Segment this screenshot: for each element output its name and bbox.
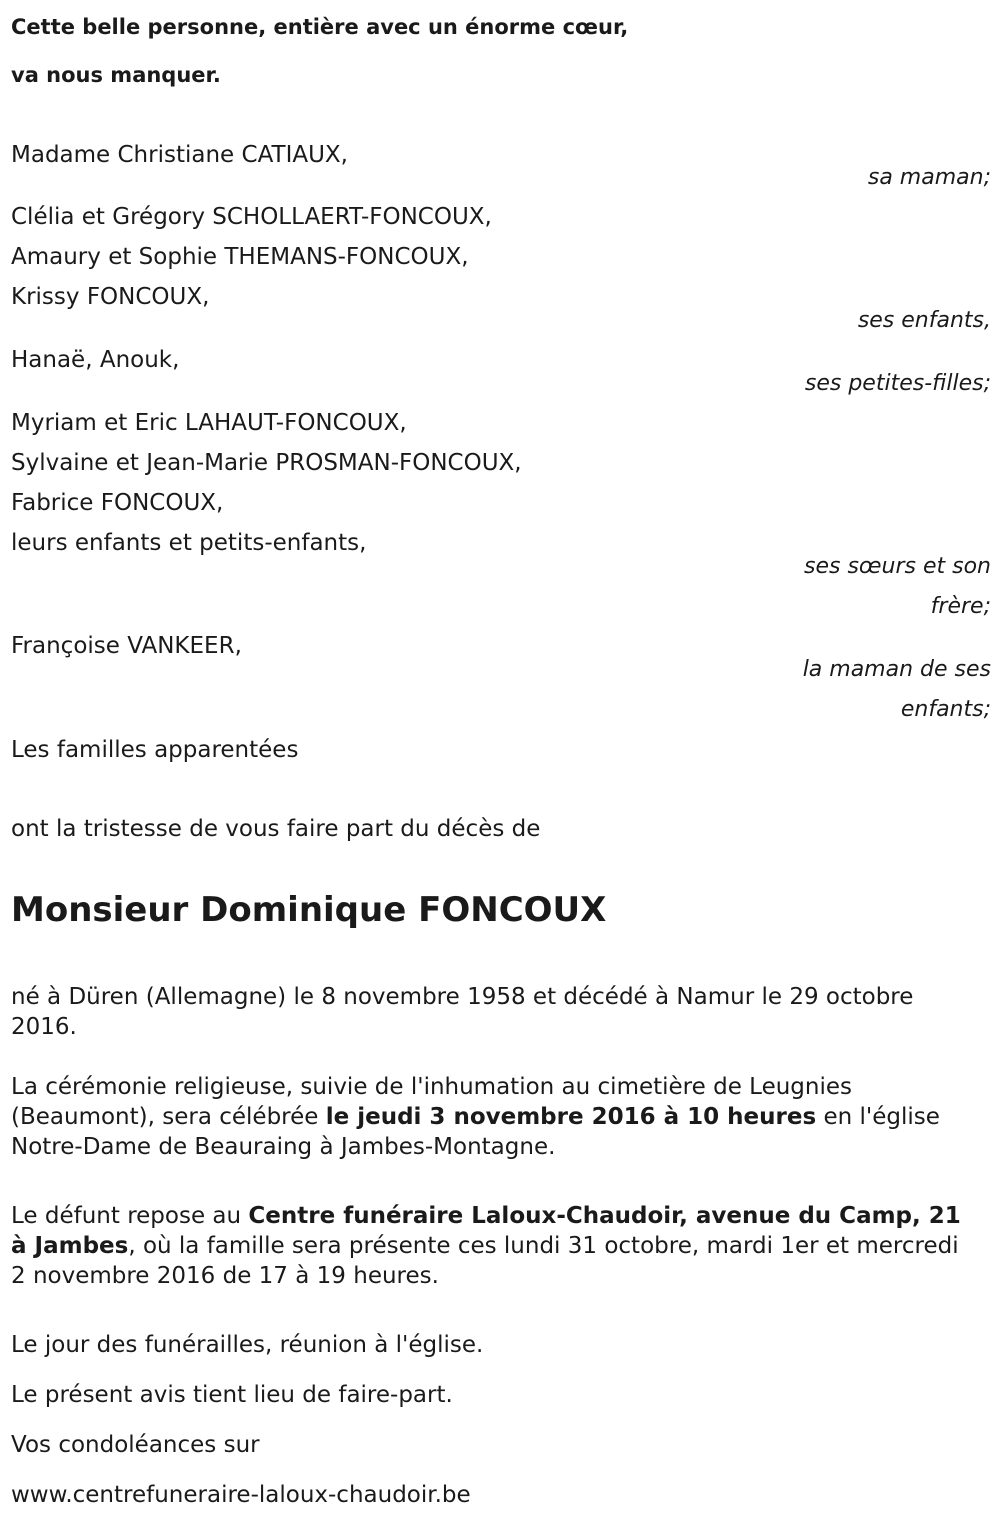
ceremony-date-time: le jeudi 3 novembre 2016 à 10 heures	[325, 1104, 817, 1130]
announcement-text: ont la tristesse de vous faire part du décès de	[11, 816, 541, 842]
birth-death-paragraph: né à Düren (Allemagne) le 8 novembre 1958 et décédé à Namur le 29 octobre 2016.	[11, 984, 914, 1040]
funeral-day-note: Le jour des funérailles, réunion à l'église.	[11, 1332, 484, 1358]
relation-siblings-line-1: ses sœurs et son	[804, 554, 991, 579]
family-child-2: Amaury et Sophie THEMANS-FONCOUX,	[11, 244, 469, 270]
relation-grandchildren: ses petites-filles;	[804, 371, 991, 396]
family-sibling-3: Fabrice FONCOUX,	[11, 490, 224, 516]
ceremony-text-after: en l'église Notre-Dame de Beauraing à Jambes-Montagne.	[11, 1104, 940, 1160]
intro-line-2: va nous manquer.	[11, 63, 221, 87]
family-sibling-4: leurs enfants et petits-enfants,	[11, 530, 367, 556]
family-child-1: Clélia et Grégory SCHOLLAERT-FONCOUX,	[11, 204, 492, 230]
relation-children: ses enfants,	[857, 308, 991, 333]
family-sibling-2: Sylvaine et Jean-Marie PROSMAN-FONCOUX,	[11, 450, 522, 476]
visitation-paragraph	[11, 1201, 971, 1291]
relation-siblings-line-2: frère;	[930, 594, 991, 619]
relation-mother: sa maman;	[867, 165, 991, 190]
family-sibling-1: Myriam et Eric LAHAUT-FONCOUX,	[11, 410, 407, 436]
funeral-home-address: Centre funéraire Laloux-Chaudoir, avenue du Camp, 21 à Jambes	[11, 1203, 961, 1259]
family-grandchildren: Hanaë, Anouk,	[11, 347, 180, 373]
family-child-3: Krissy FONCOUX,	[11, 284, 210, 310]
ceremony-paragraph	[11, 1072, 971, 1162]
website-link[interactable]: www.centrefuneraire-laloux-chaudoir.be	[11, 1482, 471, 1508]
deceased-name: Monsieur Dominique FONCOUX	[11, 890, 607, 930]
visitation-text-before: Le défunt repose au	[11, 1203, 249, 1229]
family-relatives: Les familles apparentées	[11, 737, 299, 763]
family-ex-partner: Françoise VANKEER,	[11, 633, 242, 659]
intro-line-1: Cette belle personne, entière avec un énorme cœur,	[11, 15, 629, 39]
condolences-label: Vos condoléances sur	[11, 1432, 260, 1458]
family-mother: Madame Christiane CATIAUX,	[11, 142, 348, 168]
relation-ex-partner-line-1: la maman de ses	[802, 657, 991, 682]
relation-ex-partner-line-2: enfants;	[900, 697, 991, 722]
visitation-text-after: , où la famille sera présente ces lundi 31 octobre, mardi 1er et mercredi 2 novembre 2016 de 17 à 19 heures.	[11, 1233, 959, 1289]
notice-note: Le présent avis tient lieu de faire-part.	[11, 1382, 453, 1408]
ceremony-text-before: La cérémonie religieuse, suivie de l'inhumation au cimetière de Leugnies (Beaumont), sera célébrée	[11, 1074, 852, 1130]
